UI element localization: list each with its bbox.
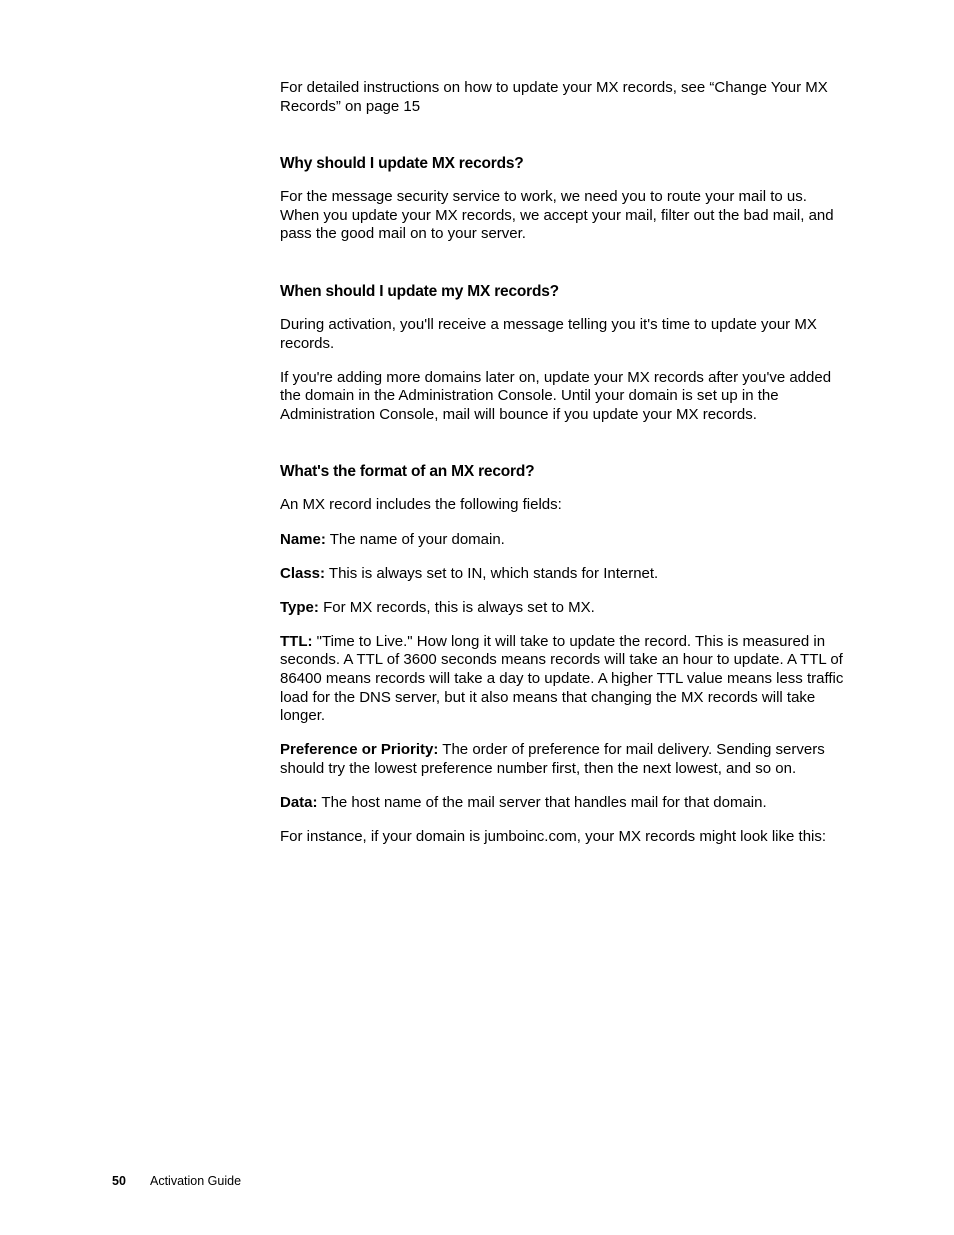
why-paragraph: For the message security service to work, we need you to route your mail to us. When you update your MX records, we accept your mail, filter out the bad mail, and pass the good mail on to your server. <box>280 188 834 243</box>
example-intro-paragraph: For instance, if your domain is jumboinc.com, your MX records might look like this: <box>280 828 827 846</box>
field-type <box>280 599 846 618</box>
field-description: "Time to Live." How long it will take to update the record. This is measured in seconds. A TTL of 3600 seconds means records will take an hour to update. A TTL of 86400 means records will take a day to update. A higher TTL value means less traffic load for the DNS server, but it also means that changing the MX records will take longer. <box>280 632 844 725</box>
heading-why-update: Why should I update MX records? <box>280 155 524 173</box>
page-footer <box>112 1174 241 1189</box>
field-data <box>280 794 846 813</box>
field-preference <box>280 741 846 778</box>
field-term: Name: <box>280 530 326 548</box>
field-class <box>280 565 846 584</box>
field-description: The name of your domain. <box>325 530 505 548</box>
field-description: This is always set to IN, which stands for Internet. <box>325 564 659 582</box>
footer-title: Activation Guide <box>150 1174 242 1188</box>
field-name <box>280 531 846 550</box>
format-intro-paragraph: An MX record includes the following fields: <box>280 496 562 514</box>
page-number: 50 <box>112 1174 126 1188</box>
field-term: Type: <box>280 598 319 616</box>
field-ttl <box>280 633 846 726</box>
field-term: Class: <box>280 564 326 582</box>
when-paragraph-1: During activation, you'll receive a message telling you it's time to update your MX records. <box>280 315 817 352</box>
field-term: TTL: <box>280 632 313 650</box>
heading-mx-format: What's the format of an MX record? <box>280 463 535 481</box>
field-description: The order of preference for mail delivery. Sending servers should try the lowest preference number first, then the next lowest, and so on. <box>280 741 825 777</box>
field-description: The host name of the mail server that handles mail for that domain. <box>317 793 767 811</box>
heading-when-update: When should I update my MX records? <box>280 282 559 300</box>
field-description: For MX records, this is always set to MX. <box>318 598 595 616</box>
when-paragraph-2: If you're adding more domains later on, update your MX records after you've added the domain in the Administration Console. Until your domain is set up in the Administration Console, mail will bounce if you update your MX records. <box>280 368 832 423</box>
document-body <box>280 79 846 862</box>
intro-paragraph: For detailed instructions on how to update your MX records, see “Change Your MX Records” on page 15 <box>280 79 828 115</box>
field-term: Data: <box>280 793 318 811</box>
field-term: Preference or Priority: <box>280 741 439 759</box>
